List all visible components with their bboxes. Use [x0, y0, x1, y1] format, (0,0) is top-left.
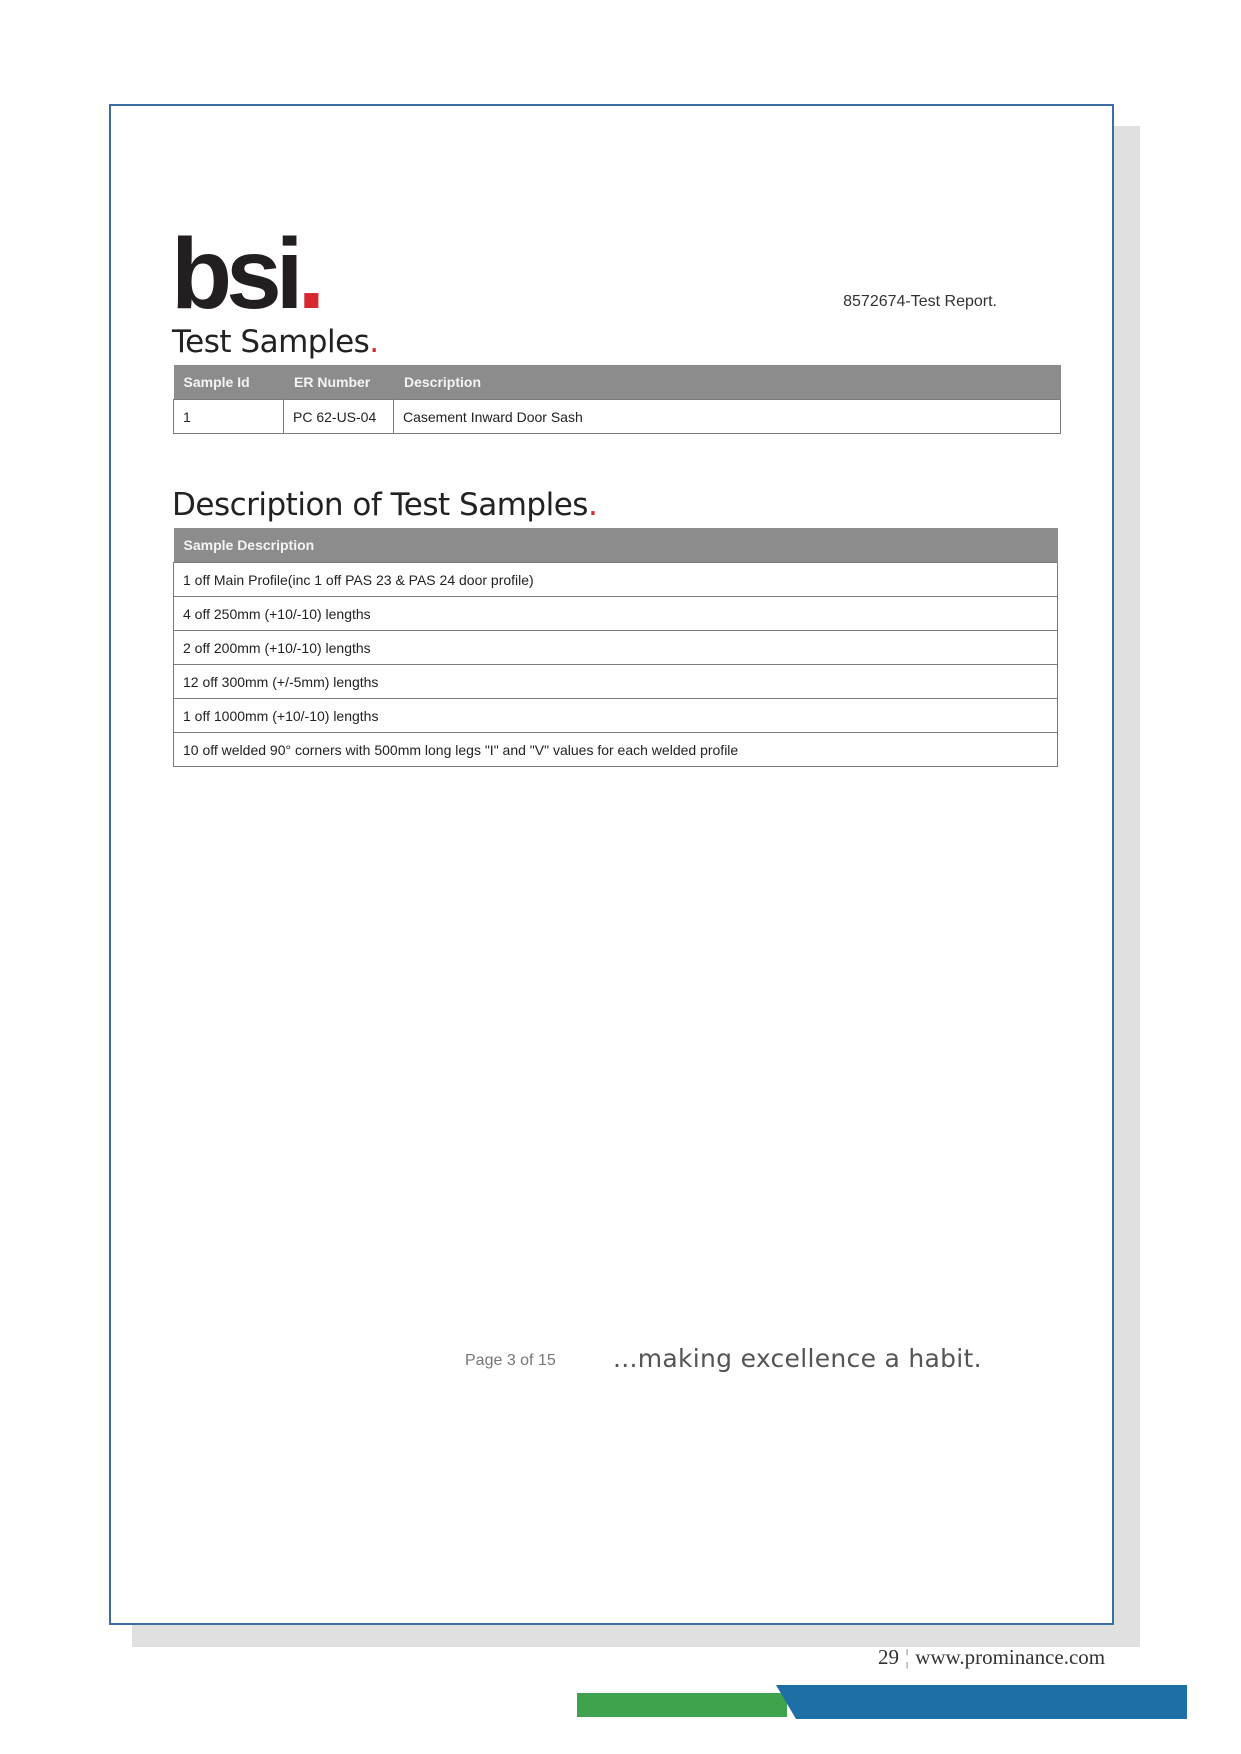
table-header-row: [174, 365, 1061, 400]
column-header: Sample Description: [174, 528, 1058, 563]
table-row: [174, 665, 1058, 699]
table-row: [174, 400, 1061, 434]
page-number-label: Page 3 of 15: [465, 1352, 556, 1369]
table-row: [174, 631, 1058, 665]
test-samples-table: [173, 365, 1061, 434]
sample-id-cell: 1: [174, 400, 284, 434]
column-header: ER Number: [284, 365, 394, 400]
table-row: [174, 699, 1058, 733]
bsi-logo: bsi.: [171, 218, 320, 330]
sample-description-cell: 1 off 1000mm (+10/-10) lengths: [174, 699, 1058, 733]
site-footer: [878, 1645, 1105, 1670]
table-row: [174, 597, 1058, 631]
footer-separator: ¦: [905, 1645, 910, 1669]
site-page-number: 29: [878, 1645, 899, 1669]
sample-description-cell: 12 off 300mm (+/-5mm) lengths: [174, 665, 1058, 699]
sample-description-cell: 1 off Main Profile(inc 1 off PAS 23 & PAS 24 door profile): [174, 563, 1058, 597]
table-row: [174, 733, 1058, 767]
motto-text: ...making excellence a habit.: [613, 1344, 982, 1373]
description-of-test-samples-title: Description of Test Samples.: [172, 487, 598, 523]
column-header: Description: [394, 365, 1061, 400]
embedded-report-page: [109, 104, 1114, 1625]
green-footer-bar: [577, 1693, 787, 1717]
blue-footer-bar: [776, 1685, 1187, 1719]
column-header: Sample Id: [174, 365, 284, 400]
er-number-cell: PC 62-US-04: [284, 400, 394, 434]
sample-description-table: [173, 528, 1058, 767]
test-samples-title: Test Samples.: [172, 324, 379, 360]
sample-description-cell: 2 off 200mm (+10/-10) lengths: [174, 631, 1058, 665]
description-cell: Casement Inward Door Sash: [394, 400, 1061, 434]
report-reference: 8572674-Test Report.: [843, 293, 997, 310]
sample-description-cell: 10 off welded 90° corners with 500mm long legs "I" and "V" values for each welded profile: [174, 733, 1058, 767]
table-header-row: [174, 528, 1058, 563]
sample-description-cell: 4 off 250mm (+10/-10) lengths: [174, 597, 1058, 631]
website-link[interactable]: www.prominance.com: [915, 1645, 1106, 1669]
table-row: [174, 563, 1058, 597]
